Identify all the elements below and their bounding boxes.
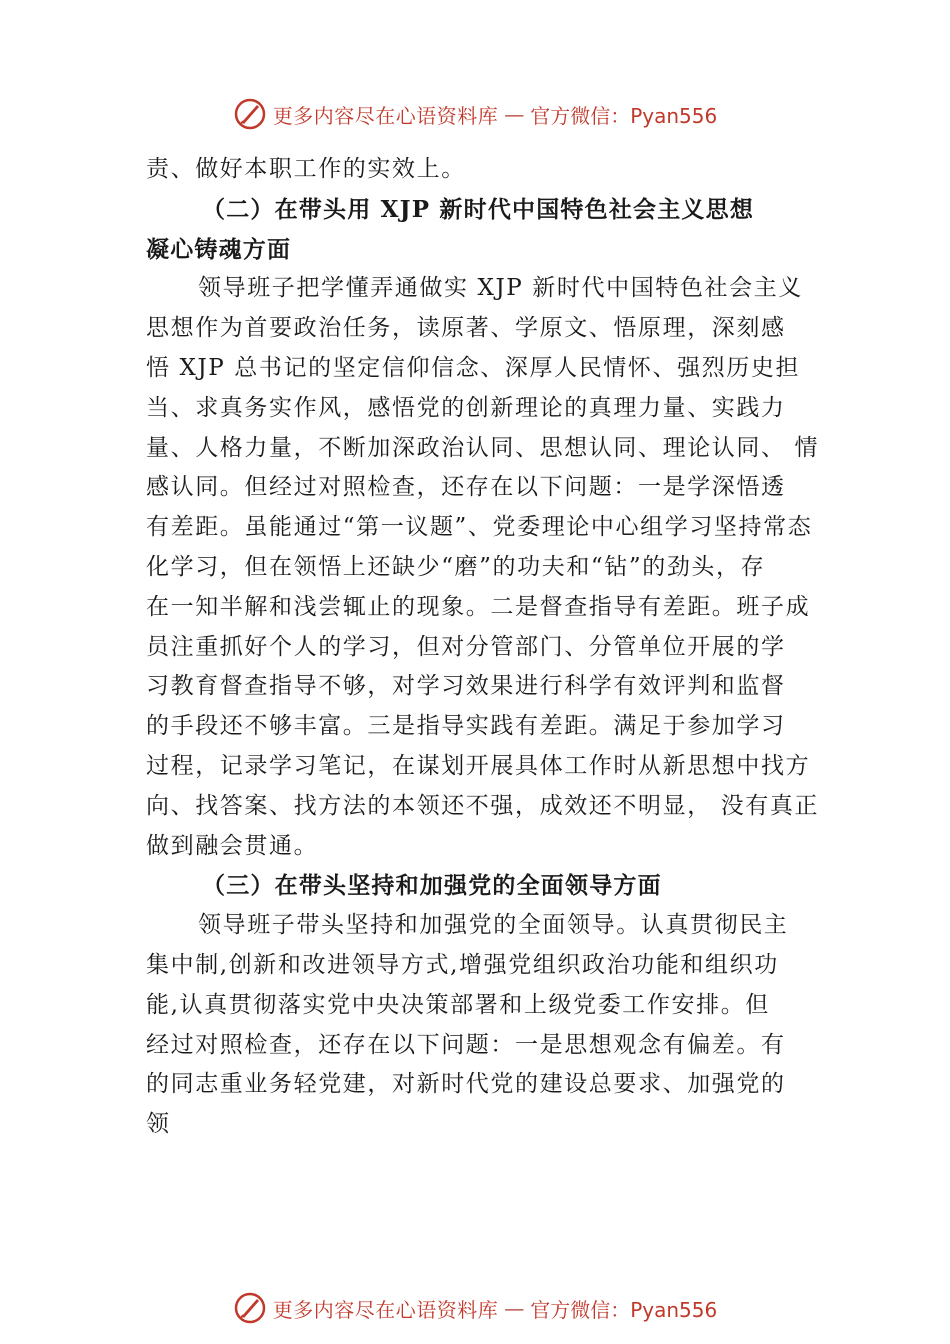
text-line-24: 领: [146, 1111, 171, 1138]
text-line-12: 员注重抓好个人的学习，但对分管部门、分管单位开展的学: [146, 633, 786, 660]
text-line-10: 化学习，但在领悟上还缺少“磨”的功夫和“钻”的劲头，存: [146, 553, 766, 580]
footer-banner-text: 更多内容尽在心语资料库: [272, 1297, 499, 1322]
footer-banner: [0, 1288, 950, 1328]
text-line-6: 当、求真务实作风，感悟党的创新理论的真理力量、实践力: [146, 394, 786, 421]
text-line-5: 悟 XJP 总书记的坚定信仰信念、深厚人民情怀、强烈历史担: [146, 354, 801, 381]
header-banner-separator: —: [504, 102, 525, 126]
text-line-21: 能,认真贯彻落实党中央决策部署和上级党委工作安排。但: [146, 991, 770, 1018]
section-heading-2: （二）在带头用 XJP 新时代中国特色社会主义思想: [202, 195, 755, 223]
text-line-4: 思想作为首要政治任务，读原著、学原文、悟原理，深刻感: [146, 315, 786, 342]
footer-banner-separator: —: [504, 1296, 525, 1320]
section-heading-3: （三）在带头坚持和加强党的全面领导方面: [202, 872, 662, 900]
text-line-0: 责、做好本职工作的实效上。: [146, 156, 466, 182]
document-body: [146, 150, 818, 1145]
text-line-17: 做到融会贯通。: [146, 832, 319, 859]
text-line-14: 的手段还不够丰富。三是指导实践有差距。满足于参加学习: [146, 713, 786, 740]
text-line-16: 向、找答案、找方法的本领还不强，成效还不明显， 没有真正: [146, 792, 820, 819]
text-line-11: 在一知半解和浅尝辄止的现象。二是督查指导有差距。班子成: [146, 593, 811, 620]
quill-logo-icon: [233, 97, 267, 131]
text-line-22: 经过对照检查，还存在以下问题：一是思想观念有偏差。有: [146, 1031, 786, 1058]
text-line-19: 领导班子带头坚持和加强党的全面领导。认真贯彻民主: [198, 912, 789, 939]
header-banner-contact: 官方微信：Pyan556: [530, 103, 718, 128]
quill-logo-icon: [233, 1291, 267, 1325]
footer-banner-contact: 官方微信：Pyan556: [530, 1297, 718, 1322]
text-line-23: 的同志重业务轻党建，对新时代党的建设总要求、加强党的: [146, 1071, 786, 1098]
text-line-7: 量、人格力量，不断加深政治认同、思想认同、理论认同、 情: [146, 434, 820, 461]
text-line-8: 感认同。但经过对照检查，还存在以下问题：一是学深悟透: [146, 474, 786, 501]
text-line-9: 有差距。虽能通过“第一议题”、党委理论中心组学习坚持常态: [146, 514, 813, 541]
text-line-3: 领导班子把学懂弄通做实 XJP 新时代中国特色社会主义: [198, 275, 803, 302]
text-line-15: 过程，记录学习笔记，在谋划开展具体工作时从新思想中找方: [146, 752, 811, 779]
text-line-20: 集中制,创新和改进领导方式,增强党组织政治功能和组织功: [146, 951, 779, 978]
header-banner: [0, 94, 950, 134]
text-line-13: 习教育督查指导不够，对学习效果进行科学有效评判和监督: [146, 673, 786, 700]
section-heading-2-cont: 凝心铸魂方面: [146, 235, 292, 263]
header-banner-text: 更多内容尽在心语资料库: [272, 103, 499, 128]
